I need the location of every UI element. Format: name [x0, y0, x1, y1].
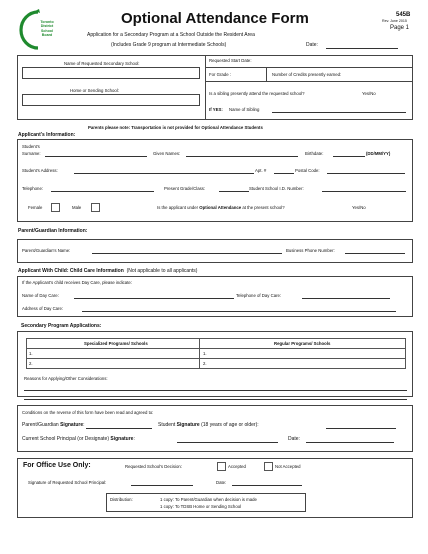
- guardian-box: [17, 239, 413, 263]
- date-label: Date:: [306, 42, 318, 48]
- not-accepted-checkbox[interactable]: [264, 462, 273, 471]
- students-label: Student's: [22, 144, 40, 149]
- specialized-programs-header: Specialized Programs/ Schools: [84, 341, 148, 346]
- female-checkbox[interactable]: [51, 203, 60, 212]
- home-school-input[interactable]: [22, 94, 200, 106]
- daycare-phone-line[interactable]: [302, 298, 390, 299]
- distribution-copy-1: 1 copy: To Parent/Guardian when decision is made: [160, 497, 257, 502]
- rule: [266, 67, 267, 81]
- distribution-box: [106, 493, 306, 512]
- optional-attendance-question: Is the applicant under Optional Attendance at the present school?: [157, 205, 285, 210]
- office-date-line[interactable]: [232, 485, 302, 486]
- page-number: Page 1: [390, 25, 410, 31]
- regular-programs-header: Regular Programs/ Schools: [274, 341, 331, 346]
- postal-code-label: Postal Code:: [295, 168, 320, 173]
- principal-signature-label: Current School Principal (or Designate) Signature:: [22, 436, 135, 442]
- reasons-line-2[interactable]: [24, 399, 407, 400]
- specialized-row-2[interactable]: 2.: [29, 361, 33, 366]
- given-names-label: Given Names:: [153, 151, 181, 156]
- telephone-line[interactable]: [51, 191, 154, 192]
- address-label: Student's Address:: [22, 168, 58, 173]
- principal-decision-signature-line[interactable]: [131, 485, 193, 486]
- daycare-name-line[interactable]: [74, 298, 234, 299]
- sibling-yes-no[interactable]: Yes/No: [362, 91, 376, 96]
- business-phone-label: Business Phone Number:: [286, 248, 335, 253]
- regular-row-1[interactable]: 1.: [203, 351, 207, 356]
- home-school-label: Home or Sending School:: [70, 88, 119, 93]
- rule: [205, 67, 413, 68]
- signature-date-label: Date:: [288, 436, 300, 442]
- form-number: 545B: [396, 12, 411, 18]
- signature-date-line[interactable]: [306, 442, 394, 443]
- student-id-line[interactable]: [322, 191, 406, 192]
- subtitle-1: Application for a Secondary Program at a School Outside the Resident Area: [87, 32, 255, 38]
- guardian-name-label: Parent/Guardian's Name:: [22, 248, 71, 253]
- programs-section-title: Secondary Program Applications:: [21, 323, 102, 329]
- revision: Rev. June 2015: [382, 19, 407, 23]
- office-date-label: Date:: [216, 480, 227, 485]
- sibling-name-line[interactable]: [272, 112, 406, 113]
- guardian-section-title: Parent/Guardian Information:: [18, 228, 88, 234]
- postal-code-line[interactable]: [327, 173, 405, 174]
- parent-signature-label: Parent/Guardian Signature:: [22, 422, 85, 428]
- female-label: Female: [28, 205, 43, 210]
- daycare-address-line[interactable]: [82, 311, 396, 312]
- birthdate-format: (DD/MM/YY): [366, 151, 391, 156]
- credits-label: Number of Credits presently earned:: [272, 72, 342, 77]
- apt-line[interactable]: [274, 173, 294, 174]
- start-date-label: Requested Start Date:: [209, 58, 252, 63]
- reasons-label: Reasons for Applying/Other Considerations:: [24, 376, 108, 381]
- given-names-line[interactable]: [186, 156, 298, 157]
- not-accepted-label: Not Accepted: [275, 464, 301, 469]
- student-id-label: Student School I.D. Number:: [249, 186, 304, 191]
- daycare-address-label: Address of Day Care:: [22, 306, 64, 311]
- table-divider: [199, 338, 200, 369]
- specialized-row-1[interactable]: 1.: [29, 351, 33, 356]
- if-yes-label: If YES:: [209, 107, 223, 112]
- male-label: Male: [72, 205, 82, 210]
- programs-table: [26, 338, 406, 369]
- distribution-label: Distribution:: [110, 497, 133, 502]
- student-signature-label: Student Signature (18 years of age or older):: [158, 422, 259, 428]
- secondary-school-input[interactable]: [22, 67, 200, 79]
- surname-label: Surname:: [22, 151, 41, 156]
- male-checkbox[interactable]: [91, 203, 100, 212]
- distribution-copy-2: 1 copy: To TDSB Home or Sending School: [160, 504, 242, 509]
- table-rule: [26, 358, 406, 359]
- parent-signature-line[interactable]: [86, 428, 152, 429]
- rule: [205, 81, 413, 82]
- reasons-line-1[interactable]: [24, 390, 407, 391]
- address-line[interactable]: [74, 173, 254, 174]
- subtitle-2: (Includes Grade 9 program at Intermediate Schools): [111, 42, 227, 48]
- birthdate-label: Birthdate:: [305, 151, 324, 156]
- business-phone-line[interactable]: [345, 253, 405, 254]
- table-rule: [26, 348, 406, 349]
- accepted-checkbox[interactable]: [217, 462, 226, 471]
- grade-class-label: Present Grade/Class:: [164, 186, 206, 191]
- daycare-name-label: Name of Day Care:: [22, 293, 59, 298]
- student-signature-line[interactable]: [326, 428, 396, 429]
- principal-signature-line[interactable]: [177, 442, 278, 443]
- page-title: Optional Attendance Form: [121, 10, 309, 27]
- daycare-phone-label: Telephone of Day Care:: [236, 293, 282, 298]
- principal-decision-signature-label: Signature of Requested School Principal:: [28, 480, 107, 485]
- office-section-title: For Office Use Only:: [23, 462, 91, 469]
- telephone-label: Telephone:: [22, 186, 44, 191]
- grade-class-line[interactable]: [219, 191, 249, 192]
- sibling-name-label: Name of Sibling: [229, 107, 260, 112]
- transport-note: Parents please note: Transportation is not provided for Optional Attendance Students: [88, 125, 263, 130]
- conditions-text: Conditions on the reverse of this form have been read and agreed to:: [22, 410, 154, 415]
- accepted-label: Accepted: [228, 464, 246, 469]
- date-line[interactable]: [326, 48, 398, 49]
- guardian-name-line[interactable]: [92, 253, 282, 254]
- apt-label: Apt. #: [255, 168, 267, 173]
- childcare-section-title: Applicant With Child: Child Care Information (Not applicable to all applicants): [18, 268, 198, 274]
- childcare-intro: If the Applicant's child receives Day Care, please indicate:: [22, 280, 132, 285]
- applicant-section-title: Applicant's Information:: [18, 132, 76, 138]
- grade-label: For Grade :: [209, 72, 231, 77]
- school-box-divider: [205, 55, 206, 120]
- surname-line[interactable]: [45, 156, 147, 157]
- sibling-question: Is a sibling presently attend the requested school?: [209, 91, 305, 96]
- logo-text: Toronto District School Board: [40, 20, 54, 37]
- secondary-school-label: Name of Requested Secondary School:: [64, 61, 140, 66]
- optional-attendance-yes-no[interactable]: Yes/No: [352, 205, 366, 210]
- decision-label: Requested School's Decision:: [125, 464, 182, 469]
- birthdate-line[interactable]: [333, 156, 365, 157]
- regular-row-2[interactable]: 2.: [203, 361, 207, 366]
